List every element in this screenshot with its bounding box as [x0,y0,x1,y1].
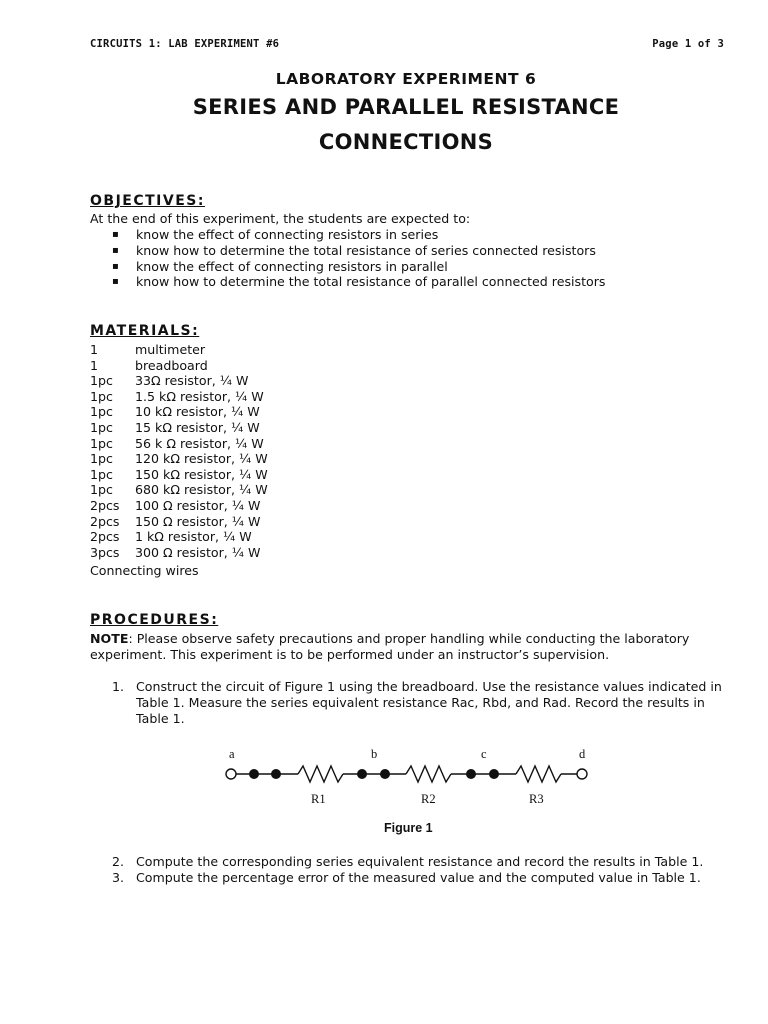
junction-dot [249,769,259,779]
table-row [90,358,268,374]
material-quantity: 1pc [90,373,113,389]
materials-heading: MATERIALS: [90,323,200,339]
material-quantity: 1 [90,342,99,357]
material-item: breadboard [135,357,208,373]
procedure-step-1 [112,679,724,726]
list-item: ▪ know the effect of connecting resistors in parallel [112,259,605,275]
material-quantity: 1pc [90,466,113,482]
experiment-title-line1: SERIES AND PARALLEL RESISTANCE [192,95,620,119]
objectives-list [112,227,605,290]
safety-note [90,631,730,663]
figure-caption: Figure 1 [384,821,433,835]
material-quantity: 1pc [90,451,113,467]
material-item: 150 Ω resistor, ¼ W [135,513,261,529]
terminal-d [577,769,587,779]
list-item [112,870,724,886]
material-quantity: 2pcs [90,497,120,513]
step-text: Construct the circuit of Figure 1 using the breadboard. Use the resistance values indicated in Table 1. Measure the series equivalent resistance Rac, Rbd, and Rad. Record the results in Table 1. [136,679,722,726]
step-number: 1. [112,679,125,694]
table-row [90,404,268,420]
junction-dot [271,769,281,779]
material-item: 300 Ω resistor, ¼ W [135,544,261,560]
node-label-c: c [481,747,487,761]
node-label-d: d [579,747,586,761]
material-quantity: 1pc [90,482,113,498]
table-row [90,482,268,498]
note-text: : Please observe safety precautions and proper handling while conducting the laboratory experiment. This experiment is to be performed under an instructor’s supervision. [90,631,690,662]
experiment-number-title: LABORATORY EXPERIMENT 6 [275,70,537,88]
material-item: 1 kΩ resistor, ¼ W [135,529,252,545]
step-number: 3. [112,869,125,885]
resistor-label-r1: R1 [311,792,326,806]
junction-dot [466,769,476,779]
material-item: 100 Ω resistor, ¼ W [135,497,261,513]
junction-dot [489,769,499,779]
step-number: 2. [112,854,125,869]
material-quantity: 2pcs [90,513,120,529]
material-quantity: 1pc [90,419,113,435]
table-row [90,467,268,483]
list-item: ▪ know the effect of connecting resistors in series [112,227,605,243]
material-item: 680 kΩ resistor, ¼ W [135,482,268,498]
objectives-heading: OBJECTIVES: [90,193,205,209]
table-row [90,342,268,358]
note-label: NOTE [90,631,129,646]
resistor-label-r2: R2 [421,792,436,806]
material-item: 10 kΩ resistor, ¼ W [135,404,260,420]
list-item: ▪ know how to determine the total resistance of parallel connected resistors [112,274,605,290]
material-item: 120 kΩ resistor, ¼ W [135,451,268,467]
table-row [90,451,268,467]
resistor-label-r3: R3 [529,792,544,806]
step-text: Compute the corresponding series equivalent resistance and record the results in Table 1. [136,854,704,869]
objectives-intro: At the end of this experiment, the students are expected to: [90,211,471,226]
step-text: Compute the percentage error of the measured value and the computed value in Table 1. [136,869,701,885]
experiment-title-line2: CONNECTIONS [318,130,494,154]
material-item: 56 k Ω resistor, ¼ W [135,435,264,451]
page-number: Page 1 of 3 [652,38,724,50]
material-item: 150 kΩ resistor, ¼ W [135,466,268,482]
list-item [112,854,724,870]
material-item: 1.5 kΩ resistor, ¼ W [135,388,264,404]
material-quantity: 1pc [90,388,113,404]
table-row [90,436,268,452]
terminal-a [226,769,236,779]
material-quantity: 1pc [90,404,113,420]
material-item: 33Ω resistor, ¼ W [135,373,249,389]
junction-dot [357,769,367,779]
node-label-a: a [229,747,235,761]
materials-footer: Connecting wires [90,563,199,578]
table-row [90,373,268,389]
materials-list [90,342,268,560]
material-quantity: 1pc [90,435,113,451]
list-item: ▪ know how to determine the total resistance of series connected resistors [112,243,605,259]
node-label-b: b [371,747,378,761]
list-item [112,679,724,726]
table-row [90,389,268,405]
table-row [90,545,268,561]
material-quantity: 2pcs [90,529,120,545]
table-row [90,529,268,545]
resistor-r1-symbol [298,766,343,782]
running-header-left: CIRCUITS 1: LAB EXPERIMENT #6 [90,38,280,50]
resistor-r2-symbol [406,766,451,782]
procedures-heading: PROCEDURES: [90,612,219,628]
procedure-steps-2-3 [112,854,724,886]
material-item: multimeter [135,342,206,357]
material-quantity: 3pcs [90,544,120,560]
material-quantity: 1 [90,357,99,373]
table-row [90,420,268,436]
table-row [90,514,268,530]
resistor-r3-symbol [516,766,561,782]
junction-dot [380,769,390,779]
material-item: 15 kΩ resistor, ¼ W [135,419,260,435]
table-row [90,498,268,514]
